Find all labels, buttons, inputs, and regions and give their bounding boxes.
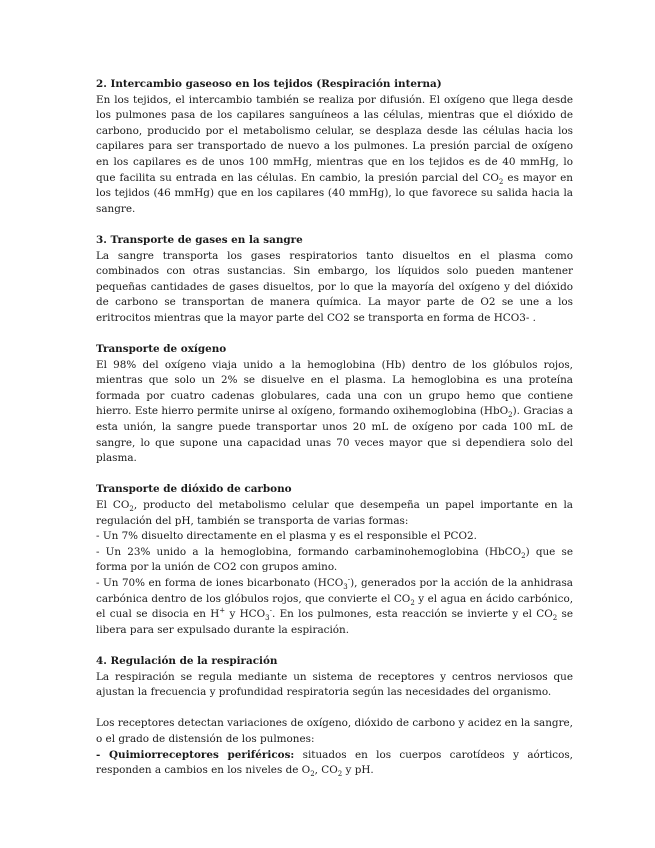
section-co2-transport	[96, 482, 573, 638]
paragraph: El 98% del oxígeno viaja unido a la hemoglobina (Hb) dentro de los glóbulos rojos, mientras que solo un 2% se disuelve en el plasma. La hemoglobina es una proteína formada por cuatro cadenas globulares, cada una con un grupo hemo que contiene hierro. Este hierro permite unirse al oxígeno, formando oxihemoglobina (HbO$_2$). Gracias a esta unión, la sangre puede transportar unos 20 mL de oxígeno por cada 100 mL de sangre, lo que supone una capacidad unas 70 veces mayor que si dependiera solo del plasma.	[96, 358, 573, 465]
paragraph: La respiración se regula mediante un sistema de receptores y centros nerviosos que ajustan la frecuencia y profundidad respiratoria según las necesidades del organismo.	[96, 670, 573, 699]
section-gas-transport	[96, 233, 573, 327]
list-item: - Un 70% en forma de iones bicarbonato $(HCO_3^-)$, generados por la acción de la anhidrasa carbónica dentro de los glóbulos rojos, que convierte el $CO_2$ y el agua en ácido carbónico, el cual se disocia en H+ y $HCO_3^-$. En los pulmones, esta reacción se invierte y el $CO_2$ se libera para ser expulsado durante la espiración.	[96, 575, 574, 636]
list-item: - Quimiorreceptores periféricos: situados en los cuerpos carotídeos y aórticos, responden a cambios en los niveles de $O_2$, $CO_2$ y pH.	[96, 748, 573, 779]
subsection-heading: Transporte de dióxido de carbono	[96, 483, 292, 496]
paragraph-gap	[96, 701, 573, 717]
paragraph: El $CO_2$, producto del metabolismo celular que desempeña un papel importante en la regulación del pH, también se transporta de varias formas:	[96, 499, 573, 527]
paragraph: La sangre transporta los gases respiratorios tanto disueltos en el plasma como combinados con otras sustancias. Sin embargo, los líquidos solo pueden mantener pequeñas cantidades de gases disueltos, por lo que la mayoría del oxígeno y del dióxido de carbono se transportan de manera química. La mayor parte de O2 se une a los eritrocitos mientras que la mayor parte del CO2 se transporta en forma de HCO3- .	[96, 249, 573, 324]
paragraph: En los tejidos, el intercambio también se realiza por difusión. El oxígeno que llega desde los pulmones pasa de los capilares sanguíneos a las células, mientras que el dióxido de carbono, producido por el metabolismo celular, se desplaza desde las células hacia los capilares para ser transportado de nuevo a los pulmones. La presión parcial de oxígeno en los capilares es de unos 100 mmHg, mientras que en los tejidos es de 40 mmHg, lo que facilita su entrada en las células. En cambio, la presión parcial del $CO_2$ es mayor en los tejidos (46 mmHg) que en los capilares (40 mmHg), lo que favorece su salida hacia la sangre.	[96, 93, 573, 215]
subsection-heading: Transporte de oxígeno	[96, 343, 227, 356]
section-gas-exchange-tissues	[96, 77, 573, 217]
list-item: - Un 7% disuelto directamente en el plasma y es el responsible el PCO2.	[96, 530, 477, 543]
section-breathing-regulation	[96, 654, 573, 779]
section-heading: 3. Transporte de gases en la sangre	[96, 233, 303, 246]
section-heading: 4. Regulación de la respiración	[96, 654, 278, 667]
section-oxygen-transport	[96, 342, 573, 467]
paragraph: Los receptores detectan variaciones de oxígeno, dióxido de carbono y acidez en la sangre, o el grado de distensión de los pulmones:	[96, 717, 573, 745]
section-heading: 2. Intercambio gaseoso en los tejidos (Respiración interna)	[96, 78, 442, 90]
list-item: - Un 23% unido a la hemoglobina, formando carbaminohemoglobina (HbCO$_2$) que se forma por la unión de CO2 con grupos amino.	[96, 545, 573, 574]
